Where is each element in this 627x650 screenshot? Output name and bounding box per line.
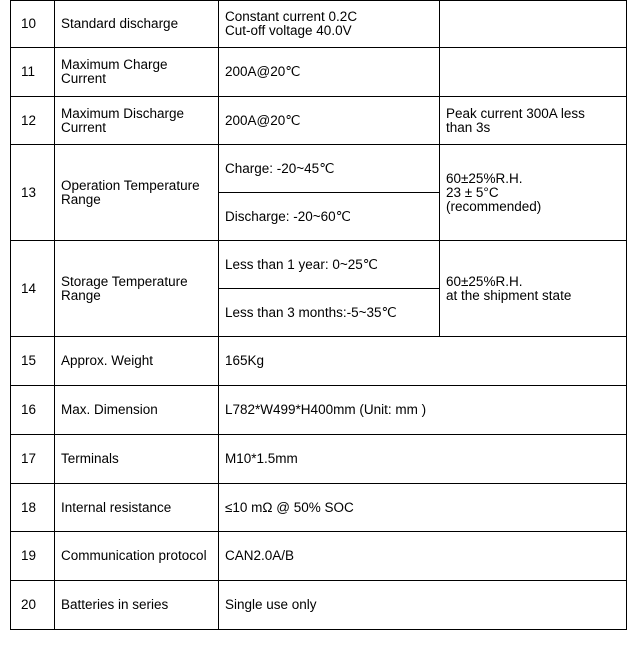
item-remark: 60±25%R.H. 23 ± 5°C (recommended): [440, 145, 627, 241]
item-name: Maximum Discharge Current: [55, 97, 219, 145]
row-number: 18: [11, 484, 55, 532]
row-number: 11: [11, 48, 55, 97]
row-number: 14: [11, 241, 55, 337]
item-value: ≤10 mΩ @ 50% SOC: [219, 484, 627, 532]
item-value: 200A@20℃: [219, 97, 440, 145]
item-value: Constant current 0.2C Cut-off voltage 40.0V: [219, 1, 440, 48]
row-number: 15: [11, 337, 55, 386]
item-name: Terminals: [55, 435, 219, 484]
item-value: CAN2.0A/B: [219, 532, 627, 581]
table-row: [11, 532, 627, 581]
item-value: 200A@20℃: [219, 48, 440, 97]
item-remark: Peak current 300A less than 3s: [440, 97, 627, 145]
spec-table: [10, 0, 627, 630]
item-value: Single use only: [219, 581, 627, 630]
table-row: [11, 48, 627, 97]
table-row: [11, 581, 627, 630]
item-name: Maximum Charge Current: [55, 48, 219, 97]
item-remark: [440, 1, 627, 48]
table-row: [11, 435, 627, 484]
table-row: [11, 484, 627, 532]
table-row: [11, 1, 627, 48]
item-name: Approx. Weight: [55, 337, 219, 386]
row-number: 19: [11, 532, 55, 581]
table-row: [11, 386, 627, 435]
item-value-discharge: Discharge: -20~60℃: [219, 193, 440, 241]
item-name: Internal resistance: [55, 484, 219, 532]
item-name: Max. Dimension: [55, 386, 219, 435]
item-remark: [440, 48, 627, 97]
row-number: 17: [11, 435, 55, 484]
table-row: [11, 337, 627, 386]
item-value-charge: Charge: -20~45℃: [219, 145, 440, 193]
item-value-1year: Less than 1 year: 0~25℃: [219, 241, 440, 289]
row-number: 20: [11, 581, 55, 630]
row-number: 12: [11, 97, 55, 145]
table-row: [11, 241, 627, 289]
item-name: Batteries in series: [55, 581, 219, 630]
item-name: Standard discharge: [55, 1, 219, 48]
row-number: 16: [11, 386, 55, 435]
table-row: [11, 145, 627, 193]
item-value: 165Kg: [219, 337, 627, 386]
item-name: Storage Temperature Range: [55, 241, 219, 337]
item-name: Communication protocol: [55, 532, 219, 581]
item-name: Operation Temperature Range: [55, 145, 219, 241]
item-value-3months: Less than 3 months:-5~35℃: [219, 289, 440, 337]
table-row: [11, 97, 627, 145]
row-number: 10: [11, 1, 55, 48]
item-value: M10*1.5mm: [219, 435, 627, 484]
item-remark: 60±25%R.H. at the shipment state: [440, 241, 627, 337]
row-number: 13: [11, 145, 55, 241]
item-value: L782*W499*H400mm (Unit: mm ): [219, 386, 627, 435]
